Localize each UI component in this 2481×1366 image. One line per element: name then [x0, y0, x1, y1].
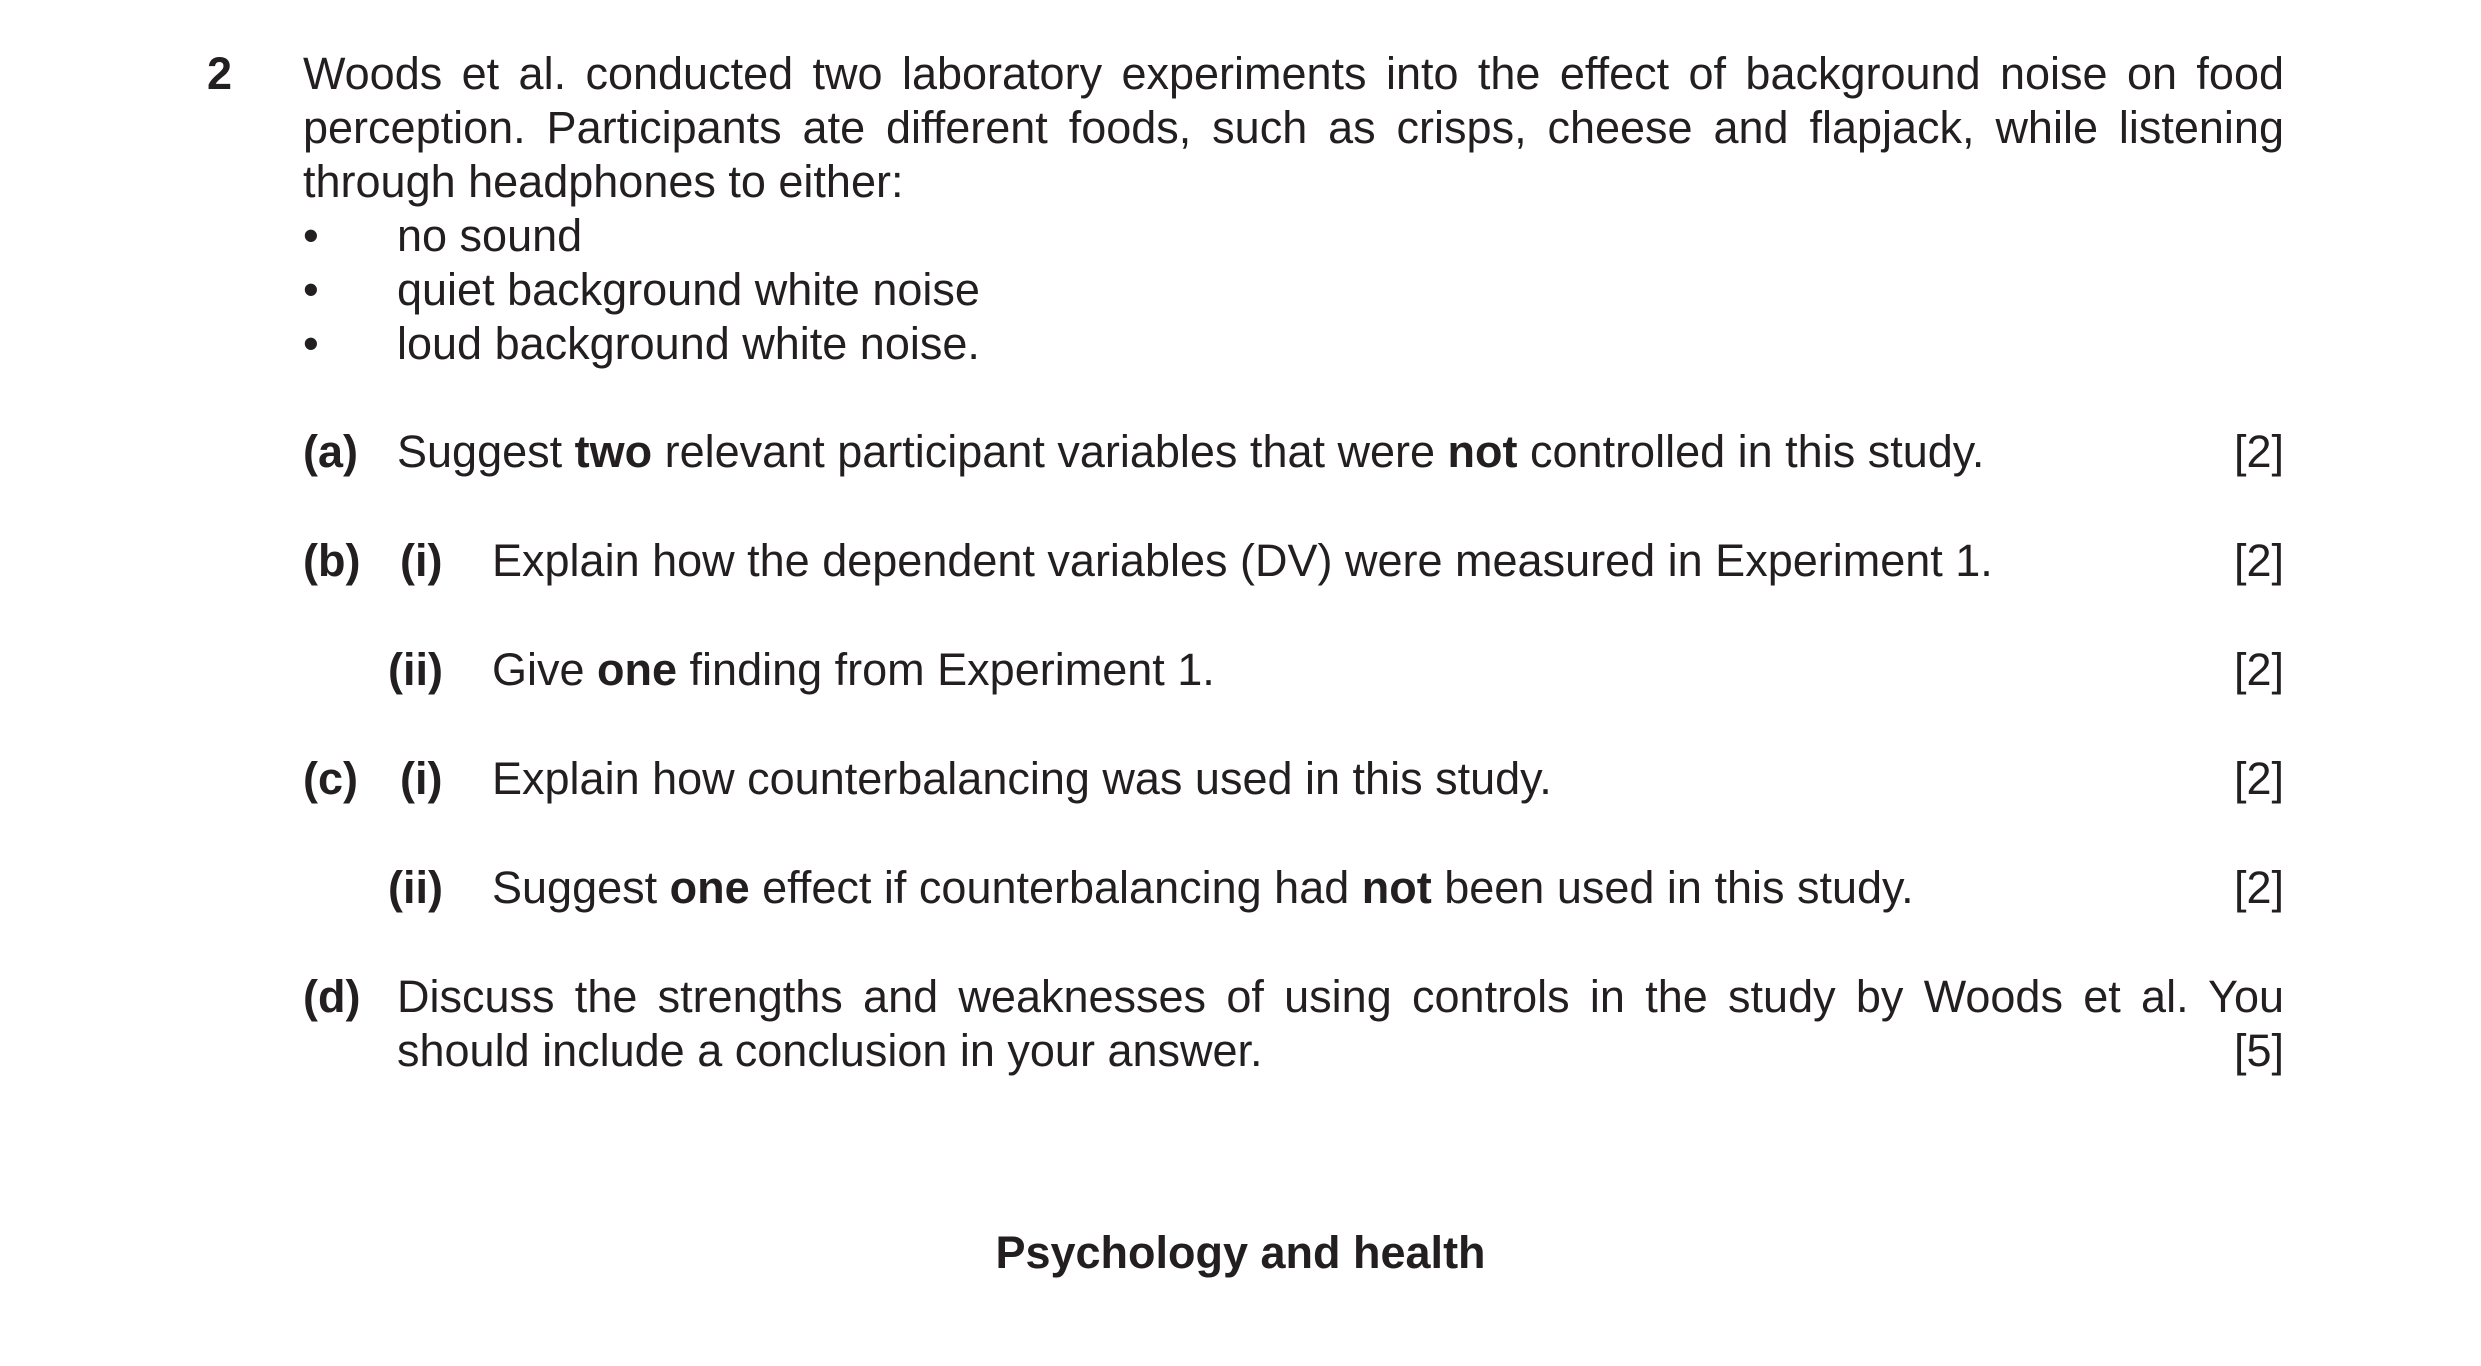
text-run: Give	[492, 644, 598, 695]
bullet-icon: •	[303, 318, 319, 369]
text-run: Suggest	[492, 862, 670, 913]
part-c-i-mark: [2]	[2233, 753, 2284, 804]
section-heading: Psychology and health	[995, 1227, 1486, 1278]
part-d-label: (d)	[303, 971, 361, 1022]
part-c-label: (c)	[303, 753, 358, 804]
emphasis-text: not	[1361, 862, 1432, 913]
intro-line: perception. Participants ate different foods, such as crisps, cheese and flapjack, while listening	[303, 102, 2284, 153]
part-a-mark: [2]	[2233, 426, 2284, 477]
emphasis-text: one	[597, 644, 678, 695]
part-c-i-text: Explain how counterbalancing was used in this study.	[492, 753, 1552, 804]
part-b-i-mark: [2]	[2233, 535, 2284, 586]
part-b-ii-text	[492, 643, 1215, 697]
part-c-i-label: (i)	[400, 753, 443, 804]
bullet-item: no sound	[397, 210, 583, 261]
bullet-icon: •	[303, 264, 319, 315]
part-b-i-label: (i)	[400, 535, 443, 586]
part-c-ii-text	[492, 861, 1914, 915]
text-run: Suggest	[397, 426, 575, 477]
part-b-ii-label: (ii)	[388, 644, 443, 695]
text-run: controlled in this study.	[1517, 426, 1985, 477]
intro-line: through headphones to either:	[303, 156, 904, 207]
bullet-icon: •	[303, 210, 319, 261]
emphasis-text: two	[574, 426, 653, 477]
part-d-mark: [5]	[2233, 1025, 2284, 1076]
question-number: 2	[207, 48, 233, 99]
text-run: been used in this study.	[1431, 862, 1914, 913]
part-a-label: (a)	[303, 426, 358, 477]
part-d-line: should include a conclusion in your answer.	[397, 1025, 1263, 1076]
bullet-item: quiet background white noise	[397, 264, 980, 315]
part-b-ii-mark: [2]	[2233, 644, 2284, 695]
emphasis-text: not	[1447, 426, 1518, 477]
part-d-line: Discuss the strengths and weaknesses of using controls in the study by Woods et al. You	[397, 971, 2284, 1022]
bullet-item: loud background white noise.	[397, 318, 980, 369]
part-c-ii-label: (ii)	[388, 862, 443, 913]
intro-line: Woods et al. conducted two laboratory experiments into the effect of background noise on food	[303, 48, 2284, 99]
part-a-text	[397, 425, 1984, 479]
part-c-ii-mark: [2]	[2233, 862, 2284, 913]
part-b-i-text: Explain how the dependent variables (DV) were measured in Experiment 1.	[492, 535, 1993, 586]
text-run: relevant participant variables that were	[652, 426, 1448, 477]
text-run: effect if counterbalancing had	[749, 862, 1362, 913]
question-intro	[303, 47, 2284, 155]
part-b-label: (b)	[303, 535, 361, 586]
text-run: finding from Experiment 1.	[677, 644, 1215, 695]
emphasis-text: one	[669, 862, 750, 913]
